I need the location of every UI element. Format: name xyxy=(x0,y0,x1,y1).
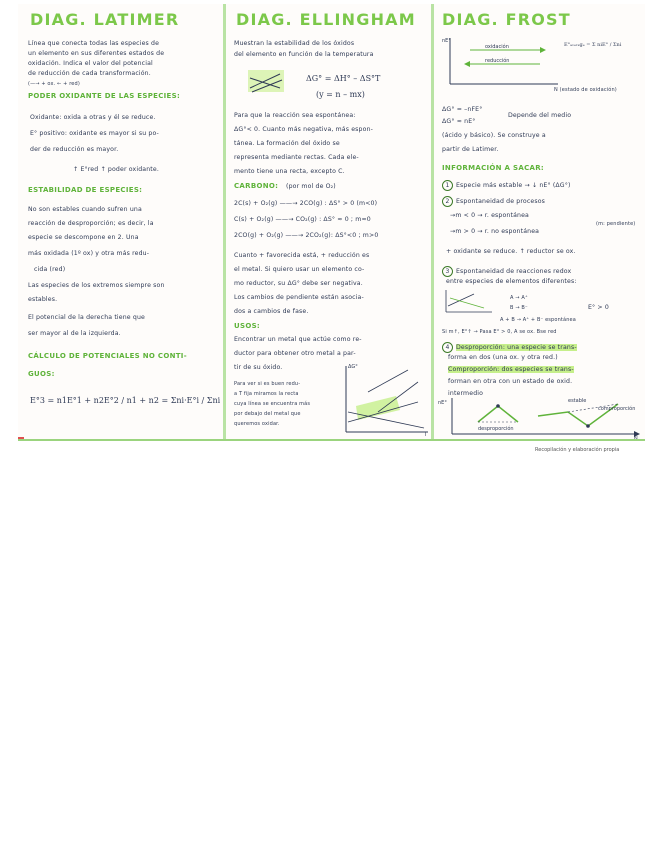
ellingham-intro-line: Muestran la estabilidad de los óxidos xyxy=(234,40,355,47)
estab-line: reacción de desproporción; es decir, la xyxy=(28,220,154,227)
calculo-heading-cont: GUOS: xyxy=(28,370,55,378)
frost-oxid-label: oxidación xyxy=(485,44,509,50)
info-item-1: 1 Especie más estable → ↓ nE° (ΔG°) xyxy=(442,180,571,191)
estab-line: El potencial de la derecha tiene que xyxy=(28,314,145,321)
ellingham-graph xyxy=(338,362,432,436)
frost-axes-sketch xyxy=(440,36,560,88)
poder-note: ↑ E°red ↑ poder oxidante. xyxy=(73,166,159,173)
frost-graph-y: nE° xyxy=(438,400,447,406)
redox-note: Si m↑, E°↑ → Pasa E° > 0, A se ox. Bse red xyxy=(442,329,557,335)
redox-eq-sum: A + B → A⁺ + B⁻ espontánea xyxy=(500,317,576,323)
frost-medio: (ácido y básico). Se construye a xyxy=(442,132,546,139)
ellingham-text2-line: Los cambios de pendiente están asocia- xyxy=(234,294,364,301)
frost-graph-comp: comproporción xyxy=(598,406,636,412)
column-latimer xyxy=(18,4,224,441)
ellingham-text2-line: mo reductor, su ΔG° debe ser negativa. xyxy=(234,280,363,287)
latimer-title: DIAG. LATIMER xyxy=(30,10,180,29)
info-subitem: entre especies de elementos diferentes: xyxy=(446,278,577,285)
estabilidad-heading: ESTABILIDAD DE ESPECIES: xyxy=(28,186,143,194)
number-4-icon: 4 xyxy=(442,342,453,353)
frost-medio2: partir de Latimer. xyxy=(442,146,499,153)
number-3-icon: 3 xyxy=(442,266,453,277)
ellingham-text2-line: dos a cambios de fase. xyxy=(234,308,309,315)
usos2-line: a T fija miramos la recta xyxy=(234,391,299,397)
latimer-intro-line: (—→ + ox. ← + red) xyxy=(28,81,80,87)
carbono-reaction: 2CO(g) + O₂(g) ——→ 2CO₂(g): ΔS°<0 ; m>0 xyxy=(234,232,379,239)
ellingham-eq2: (y = n – mx) xyxy=(316,90,365,99)
estab-line: ser mayor al de la izquierda. xyxy=(28,330,121,337)
ellingham-title: DIAG. ELLINGHAM xyxy=(236,10,416,29)
footer-credit: Recopilación y elaboración propia xyxy=(535,447,620,453)
column-frost xyxy=(436,4,645,441)
ellingham-text2-line: el metal. Si quiero usar un elemento co- xyxy=(234,266,365,273)
carbono-note: (por mol de O₂) xyxy=(286,183,336,190)
carbono-heading: CARBONO: xyxy=(234,182,279,190)
ellingham-text-line: tánea. La formación del óxido se xyxy=(234,140,340,147)
summary-sheet xyxy=(18,4,645,441)
frost-formula-top: E°ₐᵥₑᵣₐgₑ = Σ niE° / Σni xyxy=(564,42,622,48)
usos-line: tir de su óxido. xyxy=(234,364,283,371)
carbono-reaction: C(s) + O₂(g) ——→ CO₂(g) : ΔS° ≈ 0 ; m≈0 xyxy=(234,216,371,223)
info-heading: INFORMACIÓN A SACAR: xyxy=(442,164,545,172)
info-subitem: Comproporción: dos especies se trans- xyxy=(448,366,574,373)
latimer-intro-line: un elemento en sus diferentes estados de xyxy=(28,50,165,57)
info-item-2: 2 Espontaneidad de procesos xyxy=(442,196,545,207)
info-subitem: intermedio xyxy=(448,390,484,397)
estab-line: cida (red) xyxy=(34,266,66,273)
frost-reduc-label: reducción xyxy=(485,58,510,64)
poder-line: E° positivo: oxidante es mayor si su po- xyxy=(30,130,159,137)
poder-oxidante-heading: PODER OXIDANTE DE LAS ESPECIES: xyxy=(28,92,181,100)
usos2-line: queremos oxidar. xyxy=(234,421,280,427)
estab-line: estables. xyxy=(28,296,58,303)
poder-line: der de reducción es mayor. xyxy=(30,146,119,153)
ellingham-text-line: Para que la reacción sea espontánea: xyxy=(234,112,356,119)
column-ellingham xyxy=(228,4,434,441)
frost-graph-estable: estable xyxy=(568,398,587,404)
redox-eq-a: A → A⁺ xyxy=(510,295,528,301)
ellingham-text-line: ΔG°< 0. Cuanto más negativa, más espon- xyxy=(234,126,374,133)
ellingham-intro-line: del elemento en función de la temperatura xyxy=(234,51,374,58)
calc-formula: E°3 = n1E°1 + n2E°2 / n1 + n2 = Σni·E°i / Σni xyxy=(30,396,221,405)
estab-line: No son estables cuando sufren una xyxy=(28,206,142,213)
info-subitem-note: (m: pendiente) xyxy=(596,221,636,227)
latimer-intro-line: de reducción de cada transformación. xyxy=(28,70,151,77)
ellingham-eq1: ΔG° = ΔH° – ΔS°T xyxy=(306,74,381,83)
frost-axis-x: N (estado de oxidación) xyxy=(554,87,617,93)
frost-depende: Depende del medio xyxy=(508,112,572,119)
graph-y-label: ΔG° xyxy=(348,364,358,370)
ellingham-sketch-icon xyxy=(246,66,286,96)
poder-line: Oxidante: oxida a otras y él se reduce. xyxy=(30,114,156,121)
frost-graph-desp: desproporción xyxy=(478,426,514,432)
usos-line: ductor para obtener otro metal a par- xyxy=(234,350,356,357)
graph-x-label: T xyxy=(424,432,428,436)
usos-heading: USOS: xyxy=(234,322,261,330)
frost-eq-b: ΔG° ≈ nE° xyxy=(442,118,476,125)
bottom-border xyxy=(18,439,645,441)
latimer-intro-line: Línea que conecta todas las especies de xyxy=(28,40,160,47)
info-subitem: + oxidante se reduce. ↑ reductor se ox. xyxy=(446,248,576,255)
ellingham-text-line: representa mediante rectas. Cada ele- xyxy=(234,154,359,161)
latimer-intro-line: oxidación. Indica el valor del potencial xyxy=(28,60,153,67)
number-2-icon: 2 xyxy=(442,196,453,207)
number-1-icon: 1 xyxy=(442,180,453,191)
ellingham-text2-line: Cuanto + favorecida está, + reducción es xyxy=(234,252,370,259)
estab-line: especie se descompone en 2. Una xyxy=(28,234,139,241)
redox-eq-b: B → B⁻ xyxy=(510,305,528,311)
redox-sketch xyxy=(444,288,494,314)
estab-line: más oxidada (1º ox) y otra más redu- xyxy=(28,250,150,257)
usos-line: Encontrar un metal que actúe como re- xyxy=(234,336,362,343)
frost-title: DIAG. FROST xyxy=(442,10,571,29)
frost-graph xyxy=(438,396,643,441)
frost-eq-a: ΔG° = –nFE° xyxy=(442,106,483,113)
estab-line: Las especies de los extremos siempre son xyxy=(28,282,165,289)
carbono-reaction: 2C(s) + O₂(g) ——→ 2CO(g) : ΔS° > 0 (m<0) xyxy=(234,200,378,207)
info-item-4: 4 Desproporción: una especie se trans- xyxy=(442,342,577,353)
usos2-line: cuya línea se encuentra más xyxy=(234,401,311,407)
info-subitem: →m > 0 → r. no espontánea xyxy=(450,228,540,235)
ellingham-text-line: mento tiene una recta, excepto C. xyxy=(234,168,345,175)
usos2-line: por debajo del metal que xyxy=(234,411,301,417)
info-item-3: 3 Espontaneidad de reacciones redox xyxy=(442,266,571,277)
usos2-line: Para ver si es buen redu- xyxy=(234,381,301,387)
calculo-heading: CÁLCULO DE POTENCIALES NO CONTI- xyxy=(28,352,187,360)
info-subitem: forman en otra con un estado de oxid. xyxy=(448,378,573,385)
frost-axis-y: nE° xyxy=(442,38,451,44)
redox-eo: E° > 0 xyxy=(588,304,609,311)
info-subitem: →m < 0 → r. espontánea xyxy=(450,212,529,219)
info-subitem: forma en dos (una ox. y otra red.) xyxy=(448,354,558,361)
